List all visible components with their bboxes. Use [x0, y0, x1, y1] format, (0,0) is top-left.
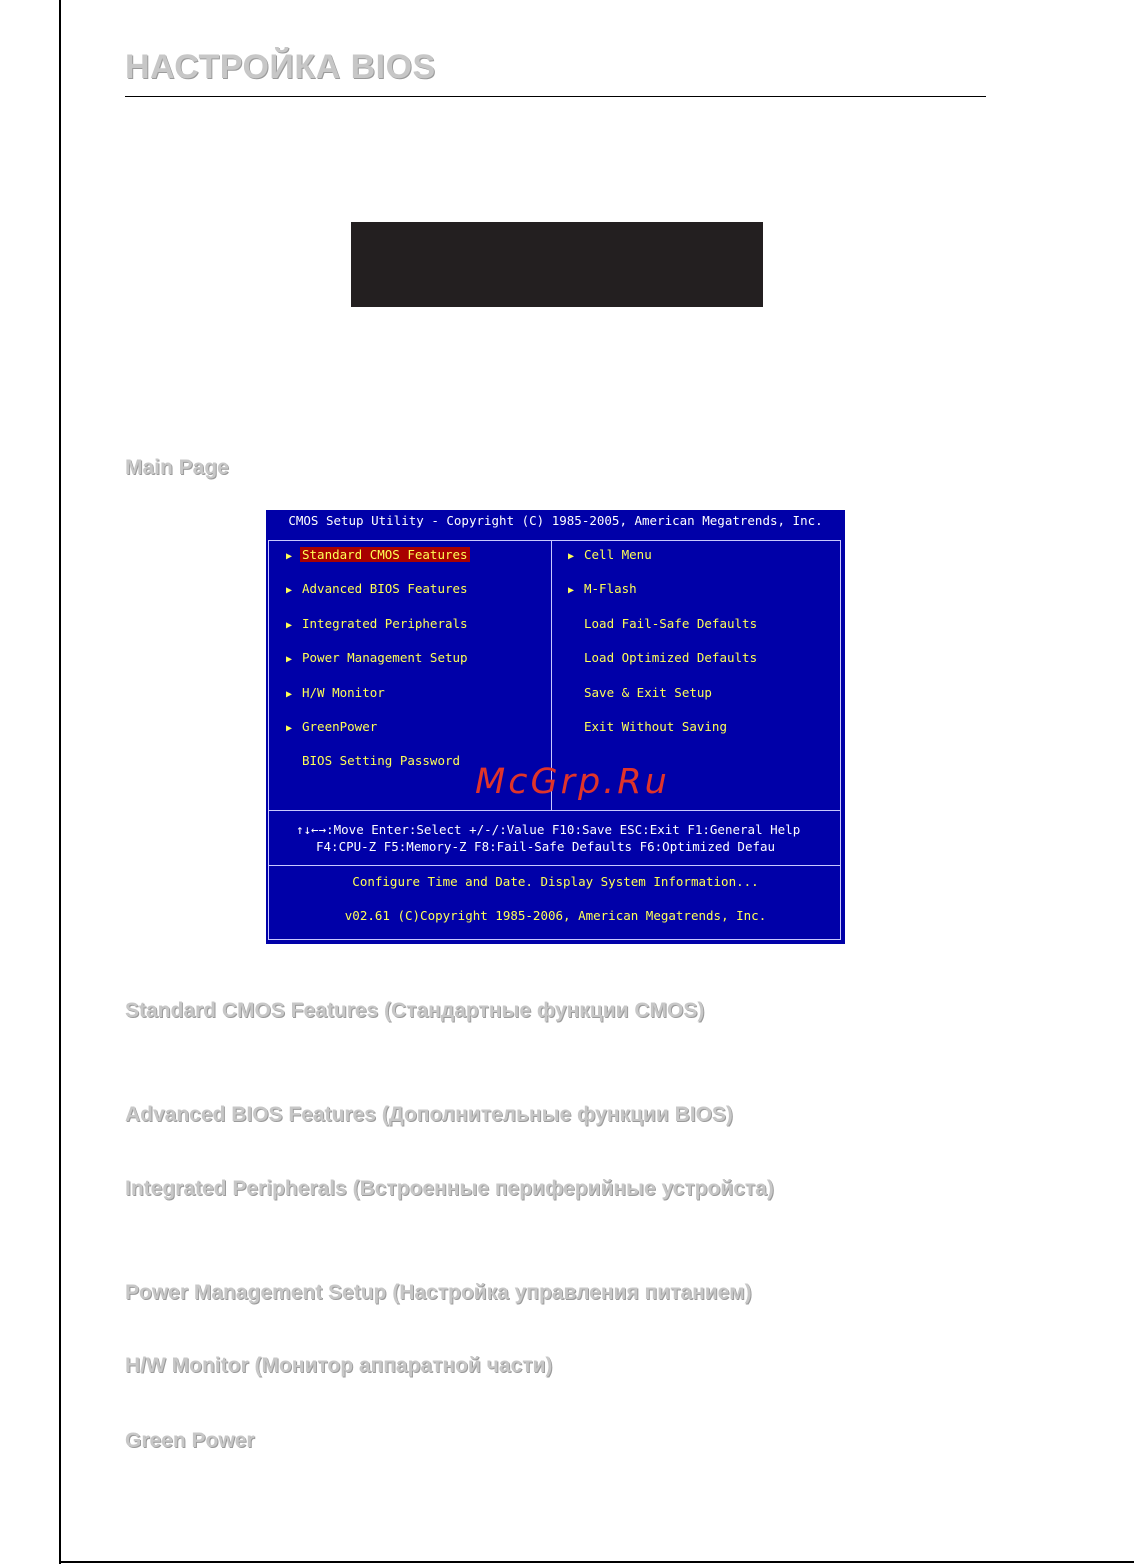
arrow-right-icon: ▶ [568, 585, 575, 596]
bios-item-greenpower[interactable] [286, 718, 379, 735]
heading-main-page: Main Page [125, 456, 229, 479]
heading-hw-monitor: H/W Monitor (Монитор аппаратной части) [125, 1354, 553, 1377]
bios-item-label: Power Management Setup [302, 650, 468, 665]
page-border-bottom [59, 1561, 1134, 1563]
arrow-right-icon: ▶ [286, 551, 293, 562]
bios-item-hw-monitor[interactable] [286, 684, 387, 701]
bios-help-text: Configure Time and Date. Display System Information... [352, 874, 759, 889]
bios-item-label: Cell Menu [584, 547, 652, 562]
page-border-left [59, 0, 61, 1564]
bios-item-label: H/W Monitor [302, 685, 385, 700]
bios-item-standard-cmos[interactable] [286, 546, 470, 563]
heading-green-power: Green Power [125, 1429, 255, 1452]
heading-standard-cmos: Standard CMOS Features (Стандартные функции CMOS) [125, 999, 705, 1022]
bios-item-label: Save & Exit Setup [584, 685, 712, 700]
bios-item-label: Standard CMOS Features [302, 547, 468, 562]
bios-item-exit-without-saving[interactable] [568, 718, 729, 735]
bios-item-label: Exit Without Saving [584, 719, 727, 734]
bios-item-power-management[interactable] [286, 649, 470, 666]
bios-item-save-exit[interactable] [568, 684, 714, 701]
bios-item-label: Advanced BIOS Features [302, 581, 468, 596]
bios-item-label: GreenPower [302, 719, 378, 734]
black-box [351, 222, 763, 307]
arrow-right-icon: ▶ [286, 620, 293, 631]
bios-title: CMOS Setup Utility - Copyright (C) 1985-2005, American Megatrends, Inc. [266, 510, 845, 532]
arrow-right-icon: ▶ [568, 551, 575, 562]
bios-item-label: M-Flash [584, 581, 637, 596]
bios-item-integrated-peripherals[interactable] [286, 615, 470, 632]
page-title: НАСТРОЙКА BIOS [125, 48, 436, 86]
title-rule [125, 96, 986, 97]
bios-item-advanced-bios[interactable] [286, 580, 470, 597]
bios-item-label: Load Fail-Safe Defaults [584, 616, 758, 631]
heading-power-management: Power Management Setup (Настройка управления питанием) [125, 1281, 752, 1304]
arrow-right-icon: ▶ [286, 654, 293, 665]
arrow-right-icon: ▶ [286, 689, 293, 700]
bios-item-label: BIOS Setting Password [302, 753, 461, 768]
bios-item-label: Integrated Peripherals [302, 616, 468, 631]
bios-item-setting-password[interactable] [286, 752, 462, 769]
arrow-right-icon: ▶ [286, 723, 293, 734]
bios-screen [266, 510, 845, 944]
bios-keys-line-2: F4:CPU-Z F5:Memory-Z F8:Fail-Safe Defaults F6:Optimized Defau [316, 839, 776, 854]
bios-item-load-optimized[interactable] [568, 649, 759, 666]
heading-advanced-bios: Advanced BIOS Features (Дополнительные функции BIOS) [125, 1103, 733, 1126]
bios-item-m-flash[interactable] [568, 580, 639, 597]
bios-item-cell-menu[interactable] [568, 546, 654, 563]
arrow-right-icon: ▶ [286, 585, 293, 596]
bios-item-load-fail-safe[interactable] [568, 615, 759, 632]
bios-keys-line-1: ↑↓←→:Move Enter:Select +/-/:Value F10:Save ESC:Exit F1:General Help [296, 822, 801, 837]
heading-integrated-peripherals: Integrated Peripherals (Встроенные периферийные устройста) [125, 1177, 774, 1200]
watermark: McGrp.Ru [475, 762, 670, 802]
bios-version-text: v02.61 (C)Copyright 1985-2006, American Megatrends, Inc. [344, 908, 767, 923]
bios-divider-help [268, 865, 841, 866]
bios-divider-keys [268, 810, 841, 811]
bios-item-label: Load Optimized Defaults [584, 650, 758, 665]
